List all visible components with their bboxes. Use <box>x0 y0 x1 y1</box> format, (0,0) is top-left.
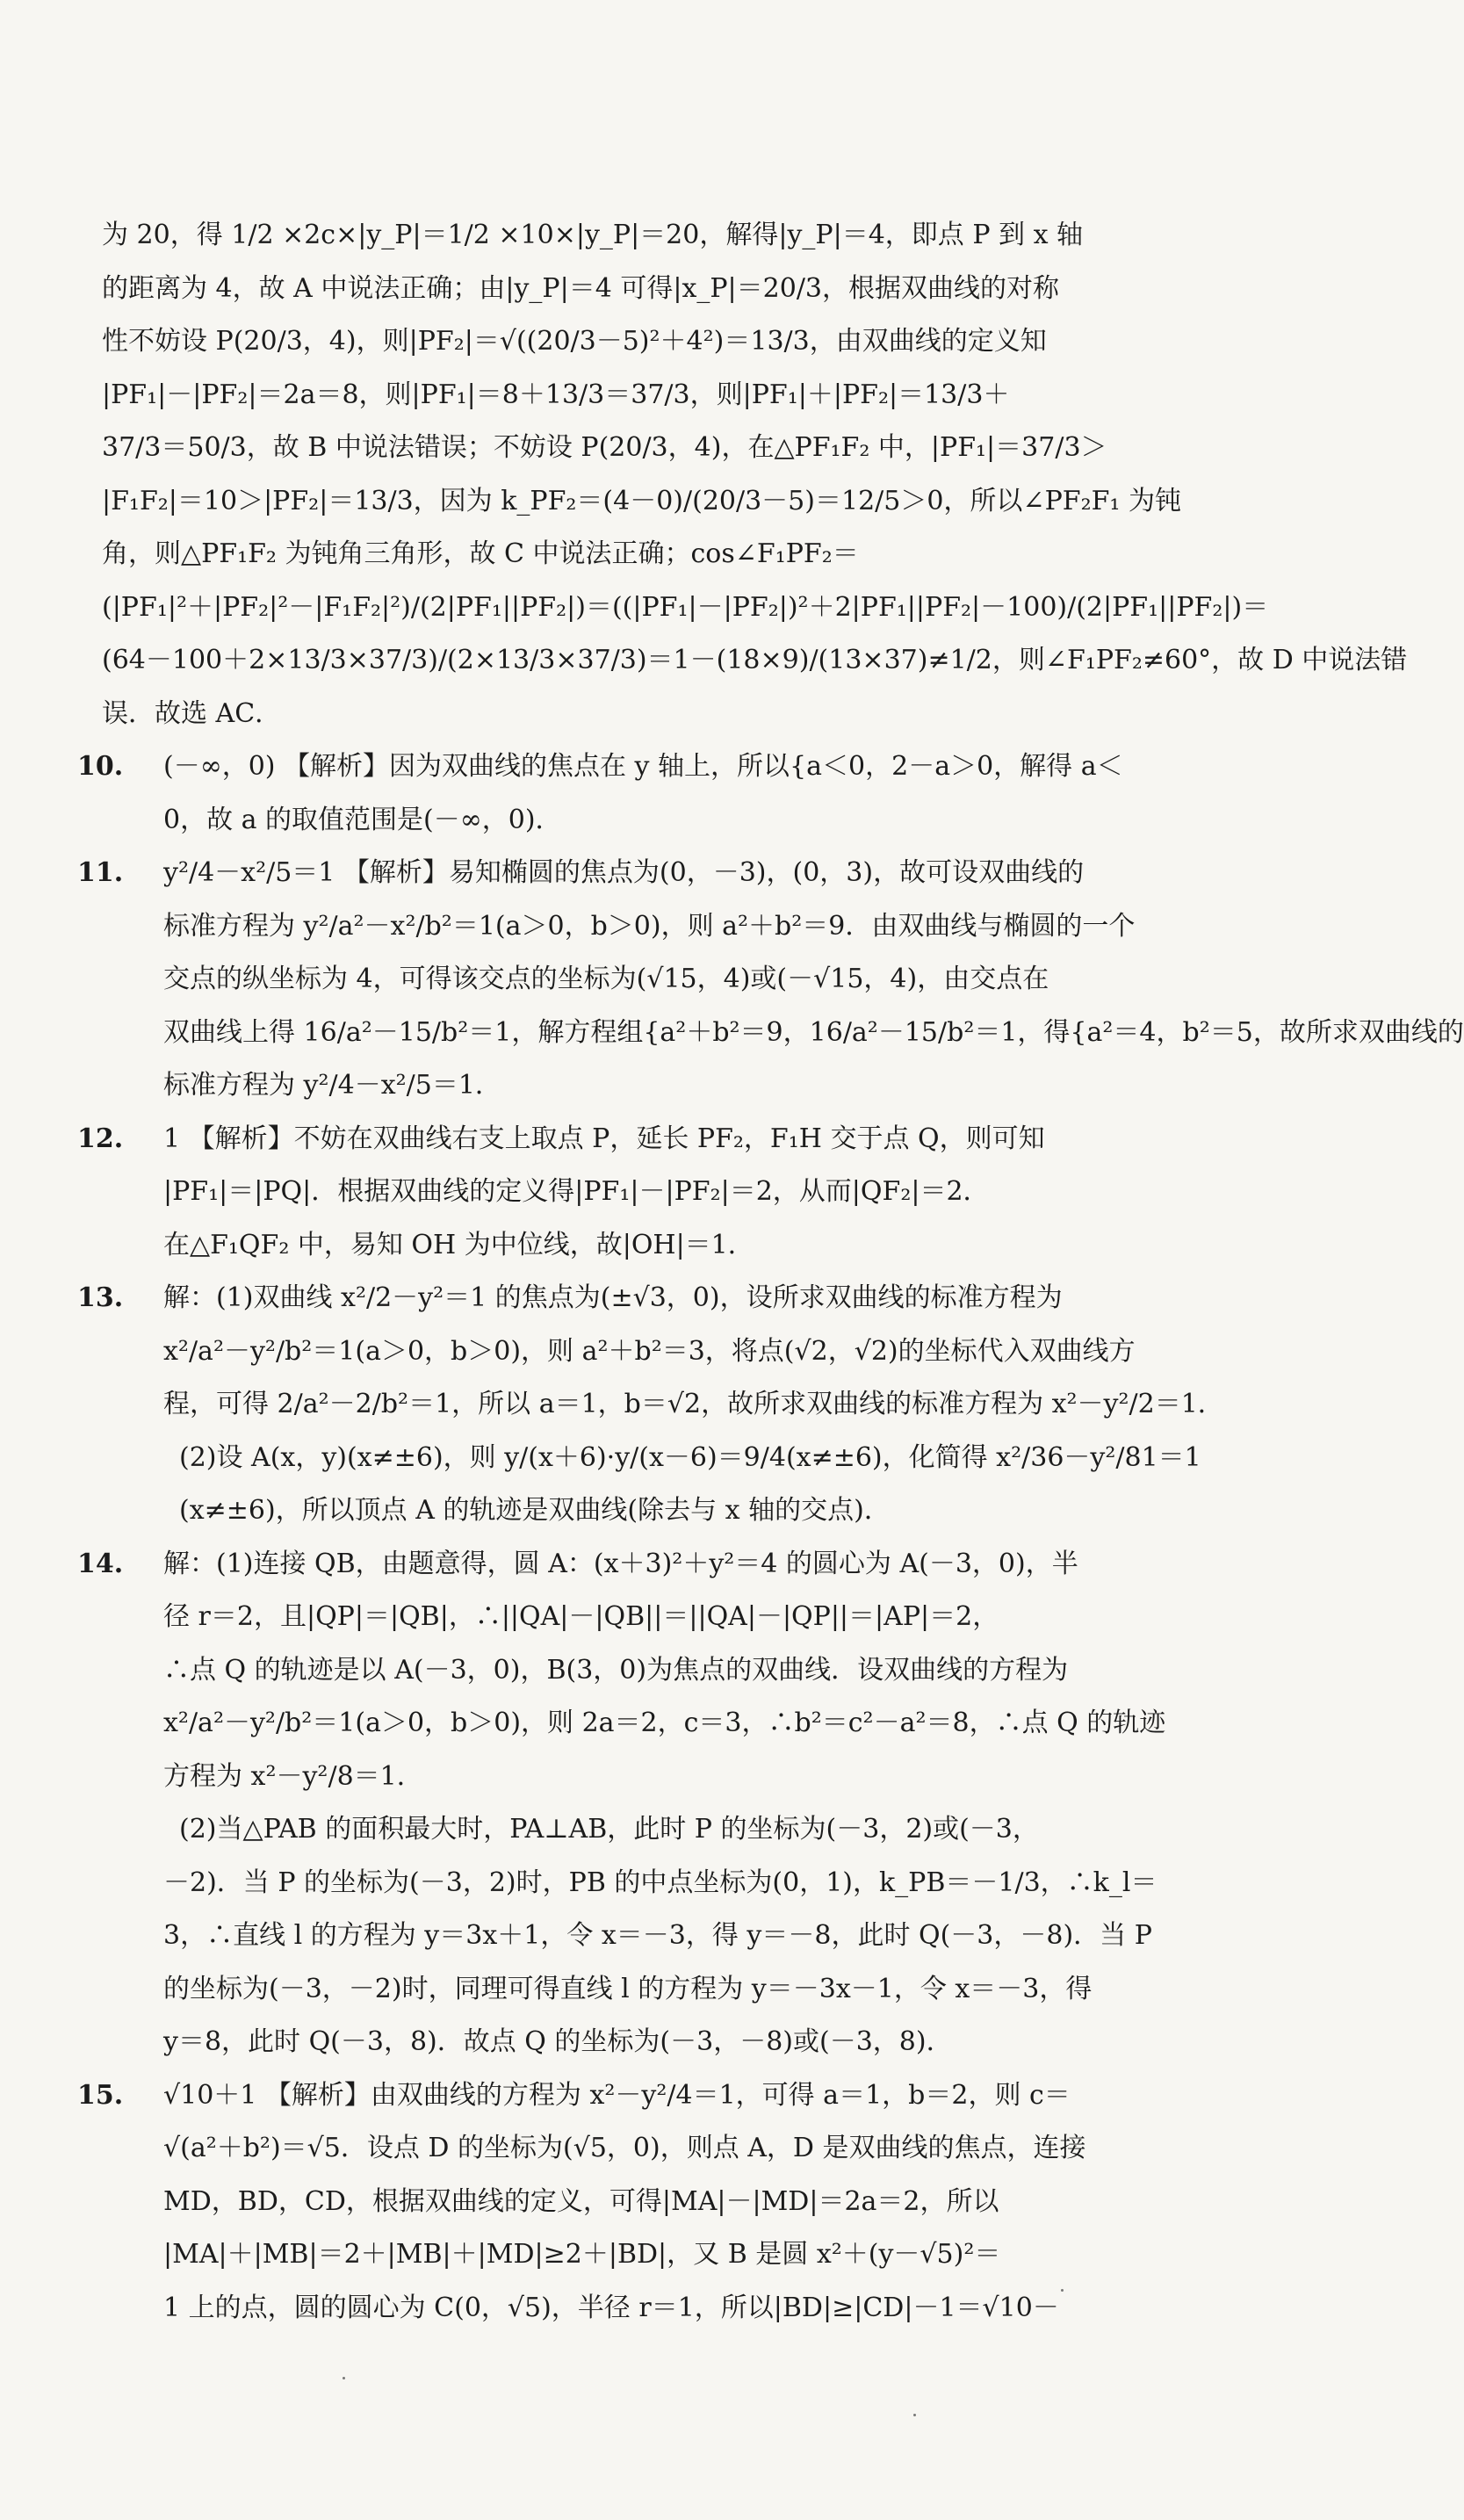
text-line: √10＋1 【解析】由双曲线的方程为 x²－y²/4＝1，可得 a＝1，b＝2，则 c＝ <box>163 2079 1071 2111</box>
item-number: 14. <box>77 1548 124 1579</box>
text-line: 性不妨设 P(20/3，4)，则|PF₂|＝√((20/3－5)²＋4²)＝13/3，由双曲线的定义知 <box>102 326 1047 357</box>
solution-content <box>77 209 1464 2335</box>
text-line: 3，∴直线 l 的方程为 y＝3x＋1，令 x＝－3，得 y＝－8，此时 Q(－3，－8)．当 P <box>163 1920 1152 1951</box>
answer-item-12 <box>77 1113 1210 1273</box>
text-line: |F₁F₂|＝10＞|PF₂|＝13/3，因为 k_PF₂＝(4－0)/(20/3－5)＝12/5＞0，所以∠PF₂F₁ 为钝 <box>102 485 1181 516</box>
text-line: (x≠±6)，所以顶点 A 的轨迹是双曲线(除去与 x 轴的交点)． <box>179 1495 891 1526</box>
text-line: y²/4－x²/5＝1 【解析】易知椭圆的焦点为(0，－3)，(0，3)，故可设双曲线的 <box>163 857 1085 888</box>
scan-speck <box>913 2414 916 2416</box>
answer-item-11 <box>77 847 1464 1113</box>
item-number: 11. <box>77 857 124 888</box>
text-line: |MA|＋|MB|＝2＋|MB|＋|MD|≥2＋|BD|，又 B 是圆 x²＋(y－√5)²＝ <box>163 2239 1001 2270</box>
text-line: 标准方程为 y²/a²－x²/b²＝1(a＞0，b＞0)，则 a²＋b²＝9．由双曲线与椭圆的一个 <box>163 910 1136 942</box>
text-line: (2)当△PAB 的面积最大时，PA⊥AB，此时 P 的坐标为(－3，2)或(－3， <box>179 1814 1039 1845</box>
text-line: 0，故 a 的取值范围是(－∞，0)． <box>163 804 562 835</box>
text-line: 1 上的点，圆的圆心为 C(0，√5)，半径 r＝1，所以|BD|≥|CD|－1＝√10－ <box>163 2292 1059 2323</box>
text-line: MD，BD，CD，根据双曲线的定义，可得|MA|－|MD|＝2a＝2，所以 <box>163 2185 999 2217</box>
text-line: x²/a²－y²/b²＝1(a＞0，b＞0)，则 2a＝2，c＝3，∴b²＝c²－a²＝8，∴点 Q 的轨迹 <box>163 1708 1166 1738</box>
text-line: |PF₁|－|PF₂|＝2a＝8，则|PF₁|＝8＋13/3＝37/3，则|PF₁|＋|PF₂|＝13/3＋ <box>102 379 1010 410</box>
text-line: 1 【解析】不妨在双曲线右支上取点 P，延长 PF₂，F₁H 交于点 Q，则可知 <box>163 1123 1045 1154</box>
text-line: (64－100＋2×13/3×37/3)/(2×13/3×37/3)＝1－(18×9)/(13×37)≠1/2，则∠F₁PF₂≠60°，故 D 中说法错 <box>102 645 1408 675</box>
text-line: 的距离为 4，故 A 中说法正确；由|y_P|＝4 可得|x_P|＝20/3，根据双曲线的对称 <box>102 272 1060 304</box>
answer-item-14 <box>77 1538 1210 2069</box>
text-line: 的坐标为(－3，－2)时，同理可得直线 l 的方程为 y＝－3x－1，令 x＝－3，得 <box>163 1973 1093 2004</box>
text-line: 角，则△PF₁F₂ 为钝角三角形，故 C 中说法正确；cos∠F₁PF₂＝ <box>102 538 859 569</box>
scan-speck <box>1061 2289 1064 2292</box>
text-line: x²/a²－y²/b²＝1(a＞0，b＞0)，则 a²＋b²＝3，将点(√2，√2)的坐标代入双曲线方 <box>163 1335 1136 1367</box>
item-body <box>163 740 1210 847</box>
text-line: 解：(1)双曲线 x²/2－y²＝1 的焦点为(±√3，0)，设所求双曲线的标准方程为 <box>163 1282 1063 1313</box>
text-line: 标准方程为 y²/4－x²/5＝1． <box>163 1070 501 1101</box>
text-line: 为 20，得 1/2 ×2c×|y_P|＝1/2 ×10×|y_P|＝20，解得|y_P|＝4，即点 P 到 x 轴 <box>102 220 1084 250</box>
item-body <box>163 847 1464 1113</box>
answer-item-10 <box>77 740 1210 847</box>
text-line: 37/3＝50/3，故 B 中说法错误；不妨设 P(20/3，4)，在△PF₁F₂ 中，|PF₁|＝37/3＞ <box>102 432 1107 463</box>
answer-item-15 <box>77 2069 1210 2336</box>
text-line: (－∞，0) 【解析】因为双曲线的焦点在 y 轴上，所以{a＜0，2－a＞0，解得 a＜ <box>163 751 1123 782</box>
text-line: (2)设 A(x，y)(x≠±6)，则 y/(x＋6)·y/(x－6)＝9/4(x≠±6)，化简得 x²/36－y²/81＝1 <box>179 1441 1201 1473</box>
item-body <box>163 1272 1224 1538</box>
item-number: 13. <box>77 1282 124 1313</box>
scan-speck <box>343 2377 345 2379</box>
answer-item-13 <box>77 1272 1224 1538</box>
text-line: |PF₁|＝|PQ|．根据双曲线的定义得|PF₁|－|PF₂|＝2，从而|QF₂|＝2． <box>163 1176 990 1207</box>
text-line: 误．故选 AC． <box>102 697 282 729</box>
item-body <box>163 2069 1210 2336</box>
text-line: 解：(1)连接 QB，由题意得，圆 A：(x＋3)²＋y²＝4 的圆心为 A(－3，0)，半 <box>163 1548 1078 1579</box>
text-line: －2)．当 P 的坐标为(－3，2)时，PB 的中点坐标为(0，1)，k_PB＝－1/3，∴k_l＝ <box>163 1867 1157 1898</box>
text-line: 径 r＝2，且|QP|＝|QB|，∴||QA|－|QB||＝||QA|－|QP||＝|AP|＝2， <box>163 1601 999 1632</box>
text-line: 交点的纵坐标为 4，可得该交点的坐标为(√15，4)或(－√15，4)，由交点在 <box>163 964 1049 994</box>
text-line: ∴点 Q 的轨迹是以 A(－3，0)，B(3，0)为焦点的双曲线．设双曲线的方程为 <box>163 1654 1069 1686</box>
text-line: 在△F₁QF₂ 中，易知 OH 为中位线，故|OH|＝1． <box>163 1229 754 1260</box>
text-line: (|PF₁|²＋|PF₂|²－|F₁F₂|²)/(2|PF₁||PF₂|)＝((|PF₁|－|PF₂|)²＋2|PF₁||PF₂|－100)/(2|PF₁||PF₂|)＝ <box>102 591 1269 623</box>
text-line: √(a²＋b²)＝√5．设点 D 的坐标为(√5，0)，则点 A，D 是双曲线的焦点，连接 <box>163 2133 1086 2163</box>
text-line: 双曲线上得 16/a²－15/b²＝1，解方程组{a²＋b²＝9，16/a²－15/b²＝1，得{a²＝4，b²＝5，故所求双曲线的 <box>163 1016 1464 1048</box>
item-number: 10. <box>77 751 124 782</box>
item-9-continuation <box>77 209 1408 740</box>
item-body <box>163 1113 1210 1273</box>
item-body <box>163 1538 1210 2069</box>
text-line: y＝8，此时 Q(－3，8)．故点 Q 的坐标为(－3，－8)或(－3，8)． <box>163 2026 953 2057</box>
item-number: 15. <box>77 2079 124 2111</box>
item-number: 12. <box>77 1123 124 1154</box>
text-line: 程，可得 2/a²－2/b²＝1，所以 a＝1，b＝√2，故所求双曲线的标准方程为 x²－y²/2＝1． <box>163 1389 1224 1419</box>
text-line: 方程为 x²－y²/8＝1． <box>163 1760 423 1792</box>
